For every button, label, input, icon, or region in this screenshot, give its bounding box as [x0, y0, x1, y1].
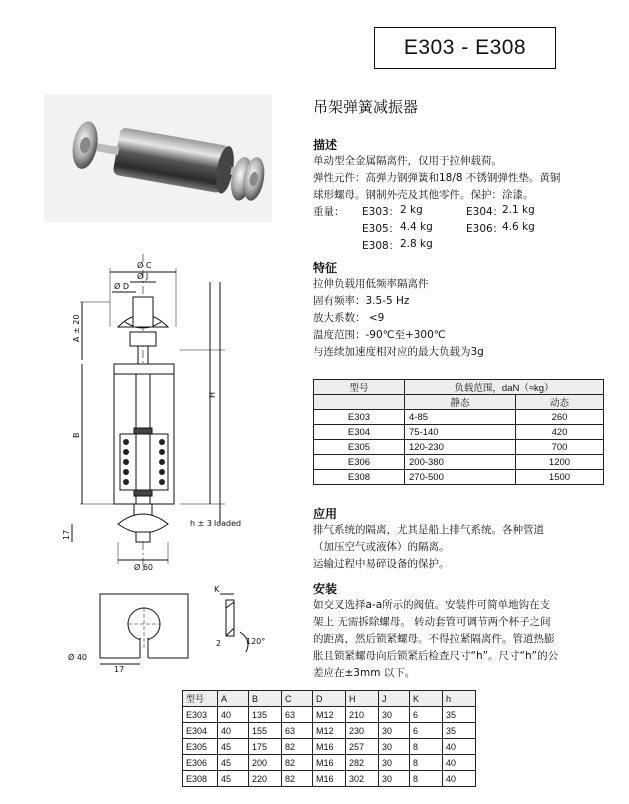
model-range-title [374, 27, 556, 69]
dimensions-table [182, 690, 476, 787]
product-photo [44, 94, 272, 222]
dim-h-label: H [208, 391, 217, 398]
load-col-range: 负载范围，daN（≈kg） [405, 380, 604, 395]
mounting-bracket-drawing [68, 578, 268, 678]
installation-line: 的距离，然后锁紧螺母。不得拉紧隔离件。管道热膨 [313, 633, 555, 645]
feature-item: 温度范围：-90℃至+300℃ [313, 329, 446, 341]
dims-col-header: h [443, 691, 476, 707]
application-line-3: 运输过程中易碎设备的保护。 [313, 558, 450, 570]
dims-col-header: D [313, 691, 346, 707]
installation-heading: 安装 [313, 582, 338, 596]
weight-value-e304: 2.1 kg [502, 204, 535, 216]
load-col-static: 静态 [405, 395, 516, 410]
description-line-1: 单动型全金属隔离件，仅用于拉伸载荷。 [313, 155, 502, 167]
feature-item: 固有频率：3.5-5 Hz [313, 295, 410, 307]
angle-120-label: 120° [246, 637, 266, 646]
installation-line: 架上 无需拆除螺母。 转动套管可调节两个杯子之间 [313, 616, 551, 628]
table-row: E304 75-140 420 [314, 425, 604, 440]
feature-item: 拉伸负载用低频率隔离件 [313, 278, 429, 290]
application-line-2: （加压空气或液体）的隔离。 [313, 541, 450, 553]
weight-label: 重量： [313, 206, 345, 218]
dim-k-label: K [214, 585, 220, 594]
dim-h-loaded-label: h ± 3 [190, 519, 212, 528]
installation-line: 差应在±3mm 以下。 [313, 667, 416, 679]
dim-17-label: 17 [62, 529, 71, 540]
table-row: E305 45 175 82 M16 257 30 8 40 [183, 739, 476, 755]
dims-col-header: B [249, 691, 282, 707]
weight-model-e304: E304： [466, 206, 504, 218]
dims-col-header: 型号 [183, 691, 218, 707]
dim-phi-40-label: Ø 40 [68, 653, 88, 662]
table-row: E308 270-500 1500 [314, 470, 604, 485]
application-line-1: 排气系统的隔离，尤其是船上排气系统。各种管道 [313, 524, 544, 536]
features-heading: 特征 [313, 261, 338, 275]
description-line-2: 弹性元件：高弹力钢弹簧和18/8 不锈钢弹性垫。黄铜 [313, 172, 561, 184]
feature-item: 放大系数： <9 [313, 312, 385, 324]
weight-value-e308: 2.8 kg [400, 238, 433, 250]
dims-col-header: H [346, 691, 379, 707]
product-name: 吊架弹簧减振器 [313, 98, 419, 116]
dim-b-label: B [72, 432, 81, 438]
table-row: E303 4-85 260 [314, 410, 604, 425]
model-range-title-text: E303 - E308 [403, 36, 527, 59]
weight-value-e303: 2 kg [400, 204, 423, 216]
dims-col-header: A [218, 691, 249, 707]
table-row: E306 45 200 82 M16 282 30 8 40 [183, 755, 476, 771]
weight-model-e308: E308： [362, 240, 400, 252]
table-row: E304 40 155 63 M12 230 30 6 35 [183, 723, 476, 739]
table-row: E303 40 135 63 M12 210 30 6 35 [183, 707, 476, 723]
loaded-label: loaded [214, 519, 242, 528]
description-line-3: 球形螺母。钢制外壳及其他零件。保护：涂漆。 [313, 189, 534, 201]
feature-item: 与连续加速度相对应的最大负载为3g [313, 346, 484, 358]
weight-value-e305: 4.4 kg [400, 221, 433, 233]
installation-line: 如交叉选择a-a所示的阀值。安装件可简单地钩在支 [313, 599, 551, 611]
table-row: E308 45 220 82 M16 302 30 8 40 [183, 771, 476, 787]
weight-model-e305: E305： [362, 223, 400, 235]
load-col-model: 型号 [314, 380, 405, 395]
table-row: E306 200-380 1200 [314, 455, 604, 470]
dims-col-header: K [410, 691, 443, 707]
dim-2-label: 2 [216, 639, 222, 648]
application-heading: 应用 [313, 507, 338, 521]
description-heading: 描述 [313, 138, 338, 152]
weight-model-e303: E303： [362, 206, 400, 218]
weight-value-e306: 4.6 kg [502, 221, 535, 233]
dim-a-label: A ± 20 [72, 314, 81, 342]
dims-col-header: J [379, 691, 410, 707]
table-row: E305 120-230 700 [314, 440, 604, 455]
load-range-table [313, 379, 604, 485]
dim-phi-d-label: Ø D [114, 282, 129, 291]
load-col-dynamic: 动态 [516, 395, 604, 410]
dim-bottom-17-label: 17 [114, 665, 125, 674]
dim-phi-60-label: Ø 60 [134, 563, 154, 572]
dim-phi-c-label: Ø C [137, 261, 152, 270]
dims-col-header: C [282, 691, 313, 707]
installation-line: 胀且锁紧螺母向后锁紧后检查尺寸“h”。尺寸“h”的公 [313, 650, 559, 662]
weight-model-e306: E306： [466, 223, 504, 235]
dim-phi-j-label: Ø J [137, 272, 149, 281]
technical-drawing [30, 242, 280, 576]
